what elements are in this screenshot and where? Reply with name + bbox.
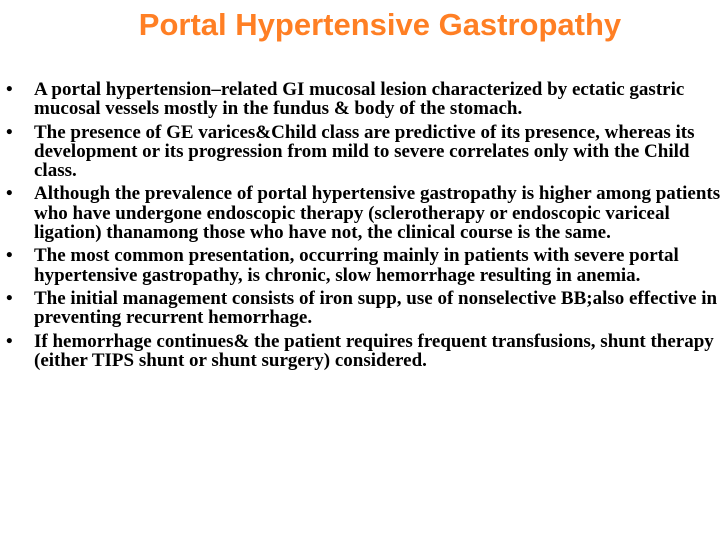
bullet-item — [6, 246, 726, 285]
bullet-dot-icon: • — [6, 245, 13, 267]
bullet-dot-icon: • — [6, 330, 13, 352]
bullet-text: Although the prevalence of portal hypertensive gastropathy is higher among patients who have undergone endoscopic therapy (sclerotherapy or endoscopic variceal ligation) thanamong those who have not, the clinical course is the same. — [34, 183, 721, 244]
bullet-item — [6, 184, 726, 242]
bullet-text: The most common presentation, occurring mainly in patients with severe portal hypertensive gastropathy, is chronic, slow hemorrhage resulting in anemia. — [34, 245, 679, 286]
bullet-text: A portal hypertension–related GI mucosal lesion characterized by ectatic gastric mucosal vessels mostly in the fundus & body of the stomach. — [34, 79, 685, 120]
bullet-text: The presence of GE varices&Child class are predictive of its presence, whereas its development or its progression from mild to severe correlates only with the Child class. — [34, 121, 695, 182]
bullet-dot-icon: • — [6, 287, 13, 309]
bullet-item — [6, 123, 726, 181]
bullet-dot-icon: • — [6, 121, 13, 143]
bullet-item — [6, 80, 726, 119]
bullet-dot-icon: • — [6, 79, 13, 100]
bullet-item — [6, 289, 726, 328]
bullet-text: If hemorrhage continues& the patient requires frequent transfusions, shunt therapy (either TIPS shunt or shunt surgery) considered. — [34, 330, 714, 371]
bullet-list — [6, 80, 726, 374]
bullet-item — [6, 332, 726, 371]
bullet-text: The initial management consists of iron supp, use of nonselective BB;also effective in preventing recurrent hemorrhage. — [34, 287, 718, 329]
bullet-dot-icon: • — [6, 183, 13, 205]
slide-title: Portal Hypertensive Gastropathy — [138, 7, 622, 42]
